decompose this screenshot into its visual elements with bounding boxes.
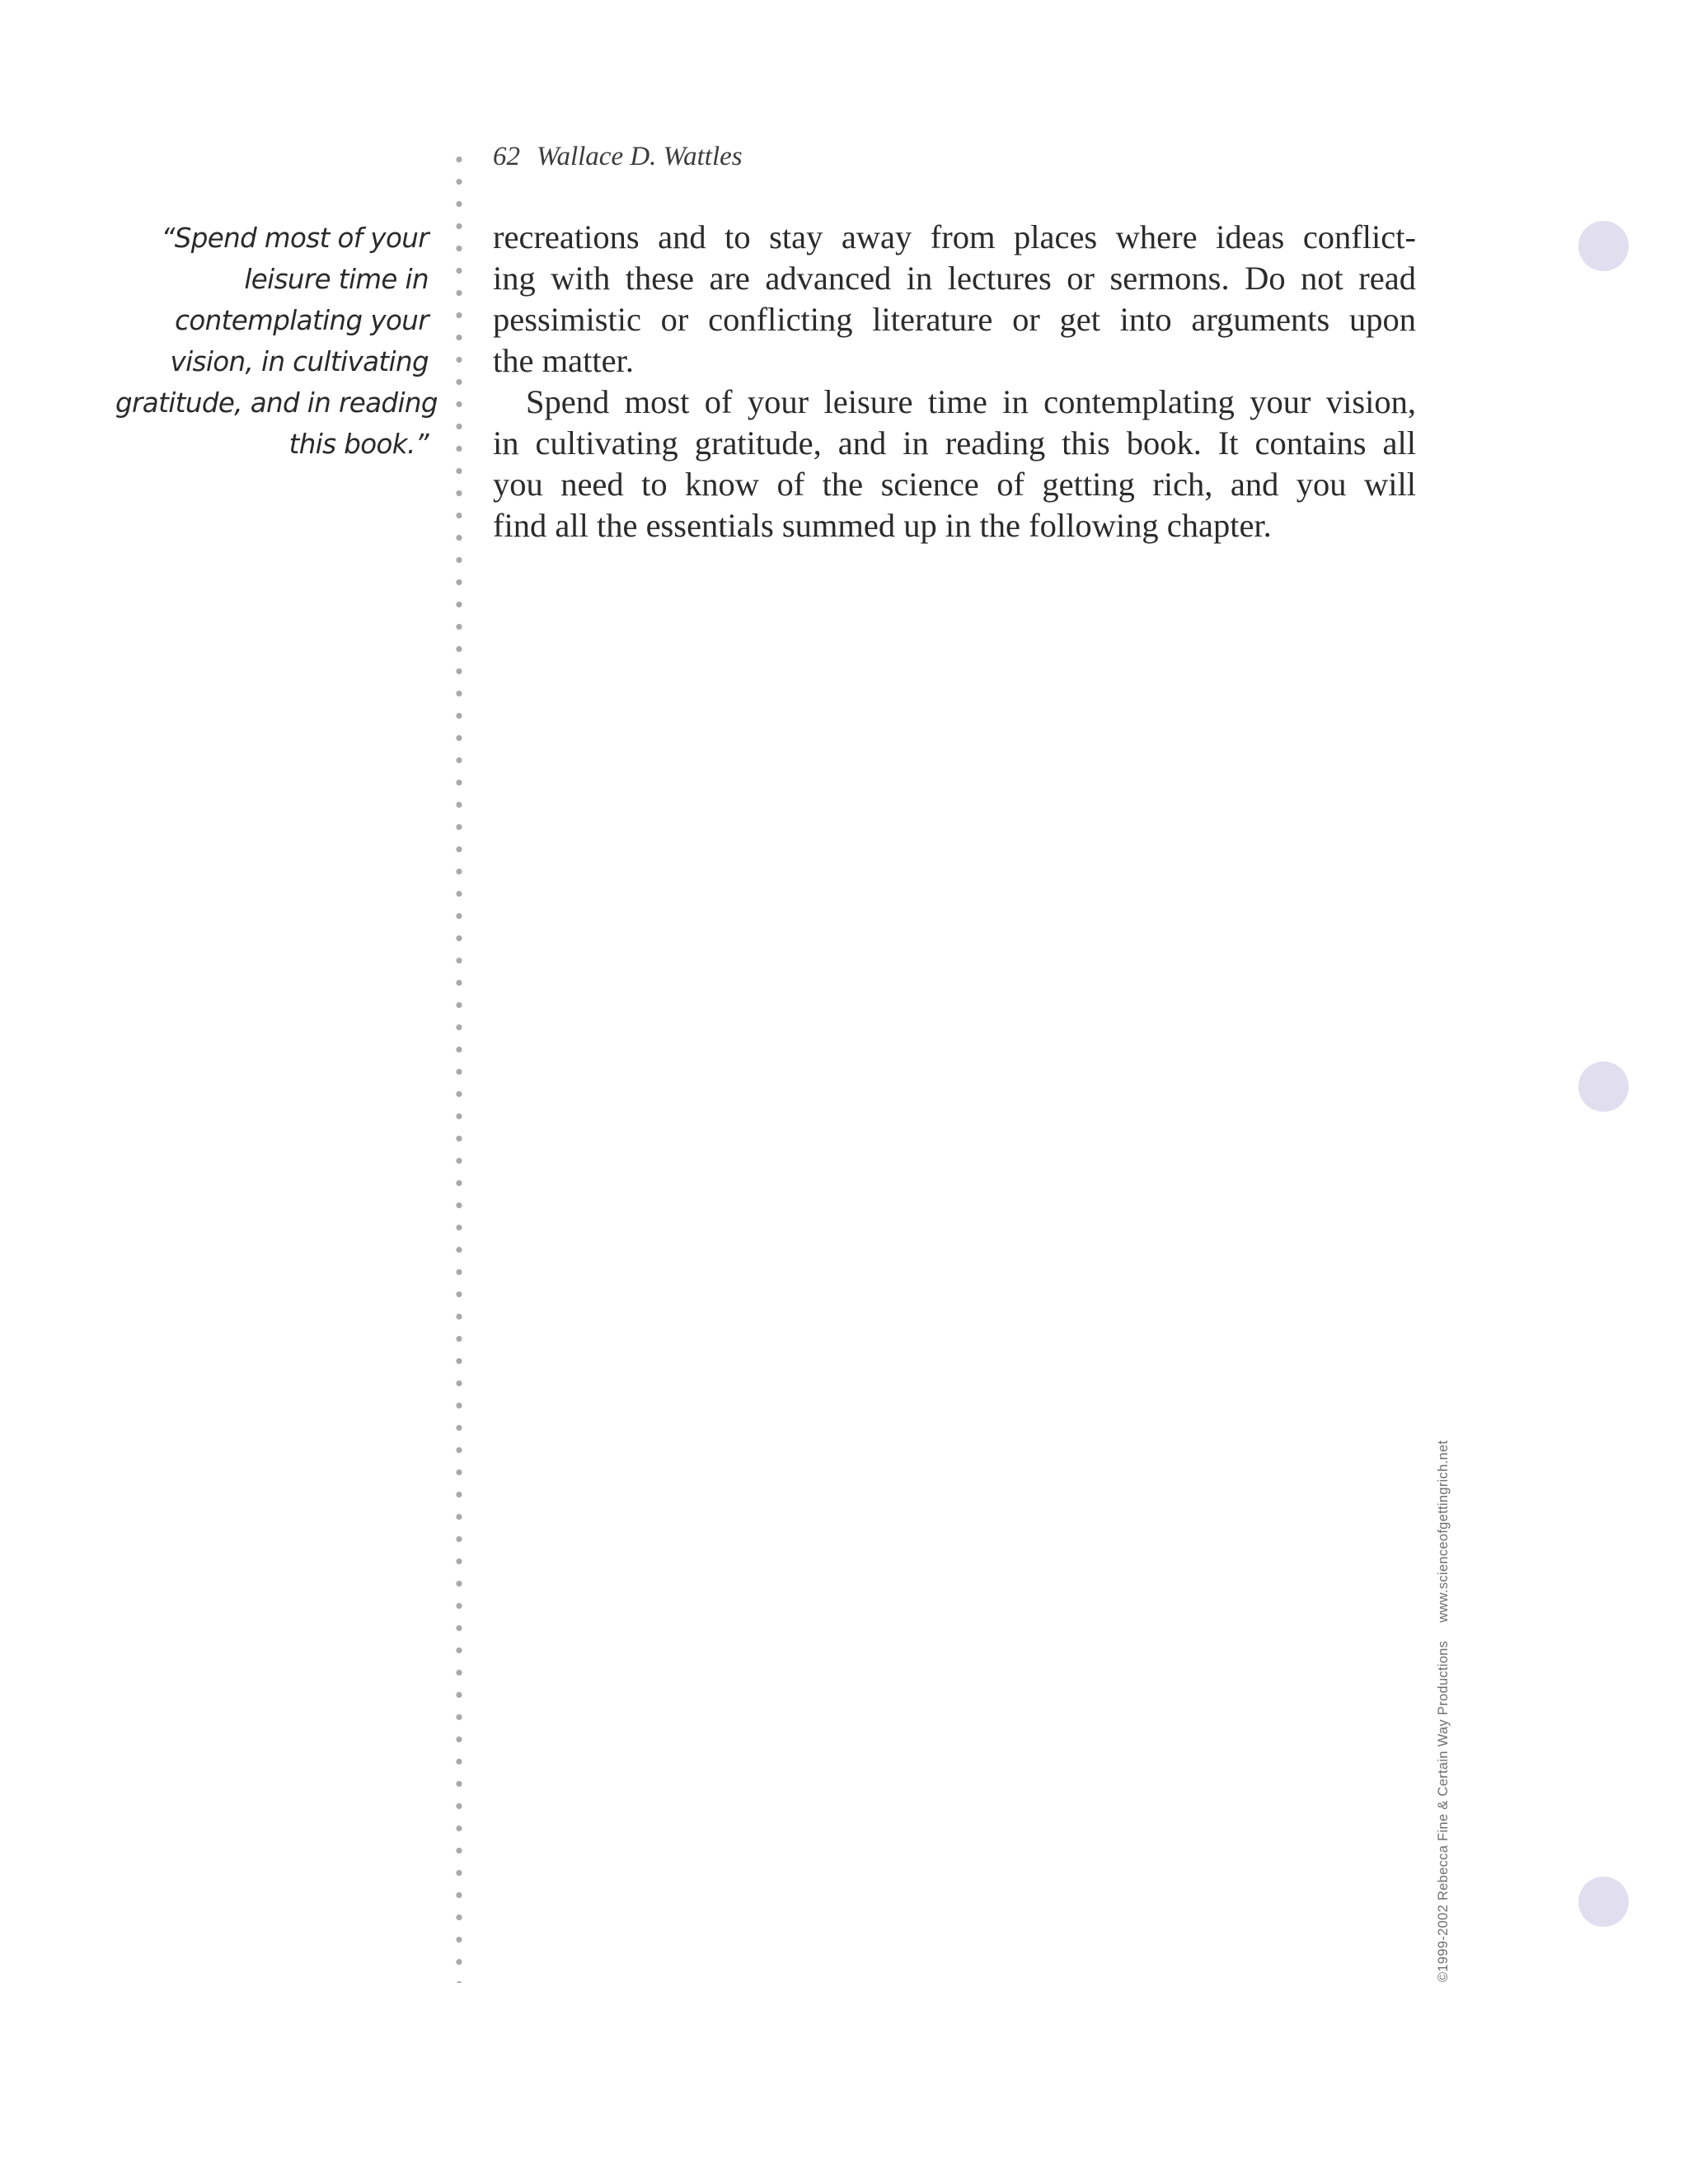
body-line: pessimistic or conflicting literature or get into arguments upon (493, 301, 1416, 338)
website-url: www.scienceofgettingrich.net (1436, 1440, 1451, 1623)
page-number: 62 (493, 142, 520, 171)
running-head (493, 142, 743, 172)
pull-quote-line: contemplating your (175, 305, 429, 336)
dotted-divider (456, 148, 462, 1983)
pull-quote-line: vision, in cultivating (170, 346, 429, 377)
binder-hole (1578, 1062, 1629, 1112)
pull-quote-line: gratitude, and in reading (115, 387, 438, 419)
body-line: Spend most of your leisure time in contemplating your vision, (526, 383, 1416, 420)
pull-quote (115, 218, 438, 465)
body-line: the matter. (493, 342, 634, 379)
copyright-text: ©1999-2002 Rebecca Fine & Certain Way Productions (1436, 1640, 1451, 1982)
body-line: in cultivating gratitude, and in reading this book. It contains all (493, 424, 1416, 462)
body-line: ing with these are advanced in lectures or sermons. Do not read (493, 260, 1416, 297)
binder-hole (1578, 1877, 1629, 1927)
binder-hole (1578, 221, 1629, 271)
body-line: recreations and to stay away from places where ideas conflict- (493, 218, 1416, 255)
body-line: you need to know of the science of getting rich, and you will (493, 466, 1416, 503)
pull-quote-line: this book.” (288, 429, 429, 460)
pull-quote-line: leisure time in (244, 264, 429, 295)
pull-quote-line: “Spend most of your (161, 223, 429, 254)
author-name: Wallace D. Wattles (537, 142, 743, 171)
body-text (493, 217, 1416, 546)
body-line: find all the essentials summed up in the following chapter. (493, 507, 1272, 544)
copyright-notice (1436, 1441, 1451, 1982)
